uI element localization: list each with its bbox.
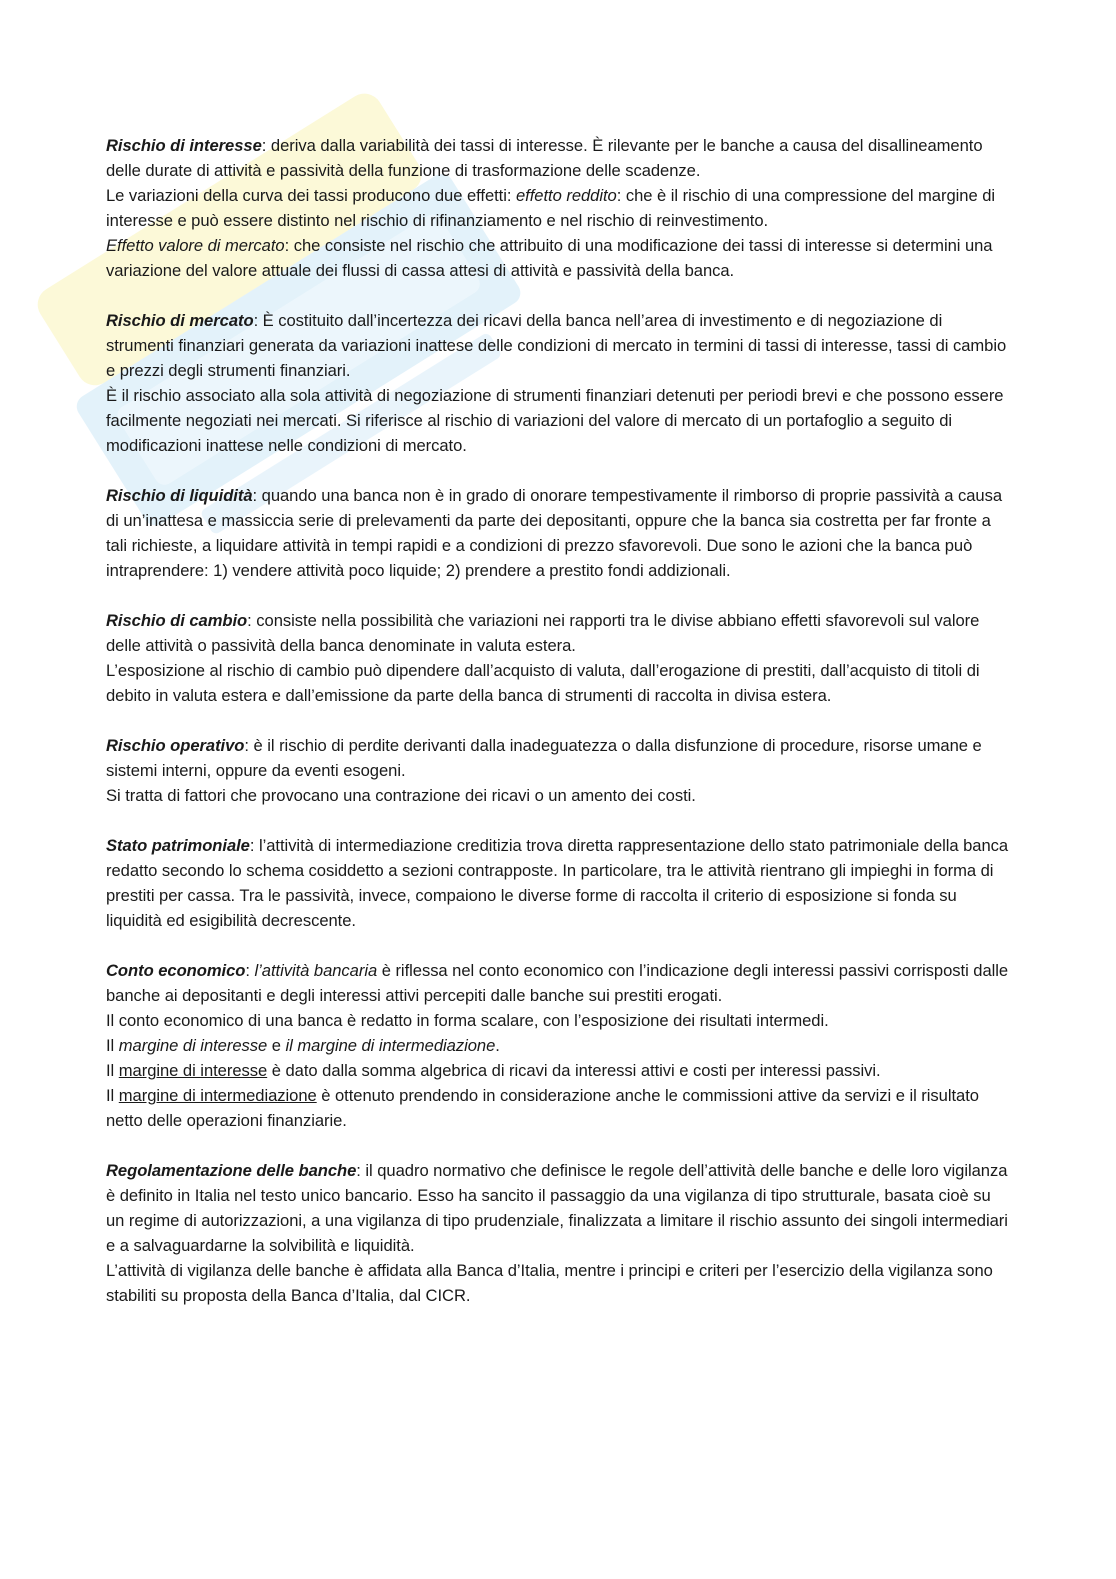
paragraph <box>106 233 1011 283</box>
section-conto-economico <box>106 958 1011 1133</box>
paragraph <box>106 183 1011 233</box>
italic-text: margine di interesse <box>118 1036 268 1055</box>
section-rischio-di-cambio <box>106 608 1011 708</box>
italic-text: effetto reddito <box>516 186 617 205</box>
text: Le variazioni della curva dei tassi producono due effetti: <box>106 186 516 205</box>
section-term: Rischio di mercato <box>106 311 254 330</box>
text: : è il rischio di perdite derivanti dalla inadeguatezza o dalla disfunzione di procedure, risorse umane e sistemi interni, oppure da eventi esogeni. <box>106 736 982 780</box>
text: Il conto economico di una banca è redatto in forma scalare, con l’esposizione dei risultati intermedi. <box>106 1011 829 1030</box>
text: : l’attività di intermediazione creditizia trova diretta rappresentazione dello stato patrimoniale della banca redatto secondo lo schema cosiddetto a sezioni contrapposte. In particolare, tra le attività rientrano gli impieghi in forma di prestiti per cassa. Tra le passività, invece, compaiono le diverse forme di raccolta il criterio di esposizione si fonda su liquidità ed esigibilità decrescente. <box>106 836 1009 930</box>
section-term: Regolamentazione delle banche <box>106 1161 357 1180</box>
text: È il rischio associato alla sola attività di negoziazione di strumenti finanziari detenuti per periodi brevi e che possono essere facilmente negoziati nei mercati. Si riferisce al rischio di variazioni del valore di mercato di un portafoglio a seguito di modificazioni inattese nelle condizioni di mercato. <box>106 386 1004 455</box>
italic-text: Effetto valore di mercato <box>106 236 285 255</box>
text: è dato dalla somma algebrica di ricavi da interessi attivi e costi per interessi passivi. <box>267 1061 881 1080</box>
text: Il <box>106 1036 119 1055</box>
text: : consiste nella possibilità che variazioni nei rapporti tra le divise abbiano effetti sfavorevoli sul valore delle attività o passività della banca denominate in valuta estera. <box>106 611 980 655</box>
section-term: Rischio di interesse <box>106 136 262 155</box>
text: : che consiste nel rischio che attribuito di una modificazione dei tassi di interesse si determini una variazione del valore attuale dei flussi di cassa attesi di attività e passività della banca. <box>106 236 993 280</box>
section-rischio-di-liquidita <box>106 483 1011 583</box>
section-term: Rischio operativo <box>106 736 245 755</box>
text: L’attività di vigilanza delle banche è affidata alla Banca d’Italia, mentre i principi e criteri per l’esercizio della vigilanza sono stabiliti su proposta della Banca d’Italia, dal CICR. <box>106 1261 993 1305</box>
text: : che è il rischio di una compressione del margine di interesse e può essere distinto nel rischio di rifinanziamento e nel rischio di reinvestimento. <box>106 186 996 230</box>
paragraph <box>106 483 1011 583</box>
text: : il quadro normativo che definisce le regole dell’attività delle banche e delle loro vigilanza è definito in Italia nel testo unico bancario. Esso ha sancito il passaggio da una vigilanza di tipo strutturale, basata cioè su un regime di autorizzazioni, a una vigilanza di tipo prudenziale, finalizzata a limitare il rischio assunto dei singoli intermediari e a salvaguardarne la solvibilità e liquidità. <box>106 1161 1008 1255</box>
section-rischio-operativo <box>106 733 1011 808</box>
text: L’esposizione al rischio di cambio può dipendere dall’acquisto di valuta, dall’erogazione di prestiti, dall’acquisto di titoli di debito in valuta estera e dall’emissione da parte della banca di strumenti di raccolta in divisa estera. <box>106 661 980 705</box>
underlined-text: margine di interesse <box>118 1061 268 1080</box>
underlined-text: margine di intermediazione <box>118 1086 317 1105</box>
italic-text: il margine di intermediazione <box>285 1036 496 1055</box>
paragraph <box>106 1033 1011 1058</box>
paragraph <box>106 608 1011 658</box>
paragraph <box>106 133 1011 183</box>
paragraph <box>106 308 1011 383</box>
paragraph <box>106 1058 1011 1083</box>
paragraph <box>106 383 1011 458</box>
section-term: Rischio di cambio <box>106 611 248 630</box>
text: . <box>495 1036 500 1055</box>
paragraph <box>106 1158 1011 1258</box>
text: Il <box>106 1086 119 1105</box>
section-term: Stato patrimoniale <box>106 836 250 855</box>
paragraph <box>106 658 1011 708</box>
text: e <box>267 1036 286 1055</box>
text: : quando una banca non è in grado di onorare tempestivamente il rimborso di proprie passività a causa di un’inattesa e massiccia serie di prelevamenti da parte dei depositanti, oppure che la banca sia costretta per far fronte a tali richieste, a liquidare attività in tempi rapidi e a condizioni di prezzo sfavorevoli. Due sono le azioni che la banca può intraprendere: 1) vendere attività poco liquide; 2) prendere a prestito fondi addizionali. <box>106 486 1003 580</box>
section-term: Rischio di liquidità <box>106 486 253 505</box>
paragraph <box>106 1258 1011 1308</box>
text: Il <box>106 1061 119 1080</box>
document-body <box>106 133 1011 1333</box>
paragraph <box>106 958 1011 1008</box>
italic-text: l’attività bancaria <box>254 961 378 980</box>
section-term: Conto economico <box>106 961 246 980</box>
paragraph <box>106 783 1011 808</box>
section-regolamentazione-delle-banche <box>106 1158 1011 1308</box>
paragraph <box>106 733 1011 783</box>
text: è ottenuto prendendo in considerazione anche le commissioni attive da servizi e il risultato netto delle operazioni finanziarie. <box>106 1086 979 1130</box>
section-stato-patrimoniale <box>106 833 1011 933</box>
section-rischio-di-interesse <box>106 133 1011 283</box>
paragraph <box>106 833 1011 933</box>
text: è riflessa nel conto economico con l’indicazione degli interessi passivi corrisposti dalle banche ai depositanti e degli interessi attivi percepiti dalle banche sui prestiti erogati. <box>106 961 1009 1005</box>
paragraph <box>106 1083 1011 1133</box>
section-rischio-di-mercato <box>106 308 1011 458</box>
text: Si tratta di fattori che provocano una contrazione dei ricavi o un amento dei costi. <box>106 786 696 805</box>
paragraph <box>106 1008 1011 1033</box>
text: : È costituito dall’incertezza dei ricavi della banca nell’area di investimento e di negoziazione di strumenti finanziari generata da variazioni inattese delle condizioni di mercato in termini di tassi di interesse, tassi di cambio e prezzi degli strumenti finanziari. <box>106 311 1007 380</box>
text: : <box>245 961 255 980</box>
text: : deriva dalla variabilità dei tassi di interesse. È rilevante per le banche a causa del disallineamento delle durate di attività e passività della funzione di trasformazione delle scadenze. <box>106 136 983 180</box>
